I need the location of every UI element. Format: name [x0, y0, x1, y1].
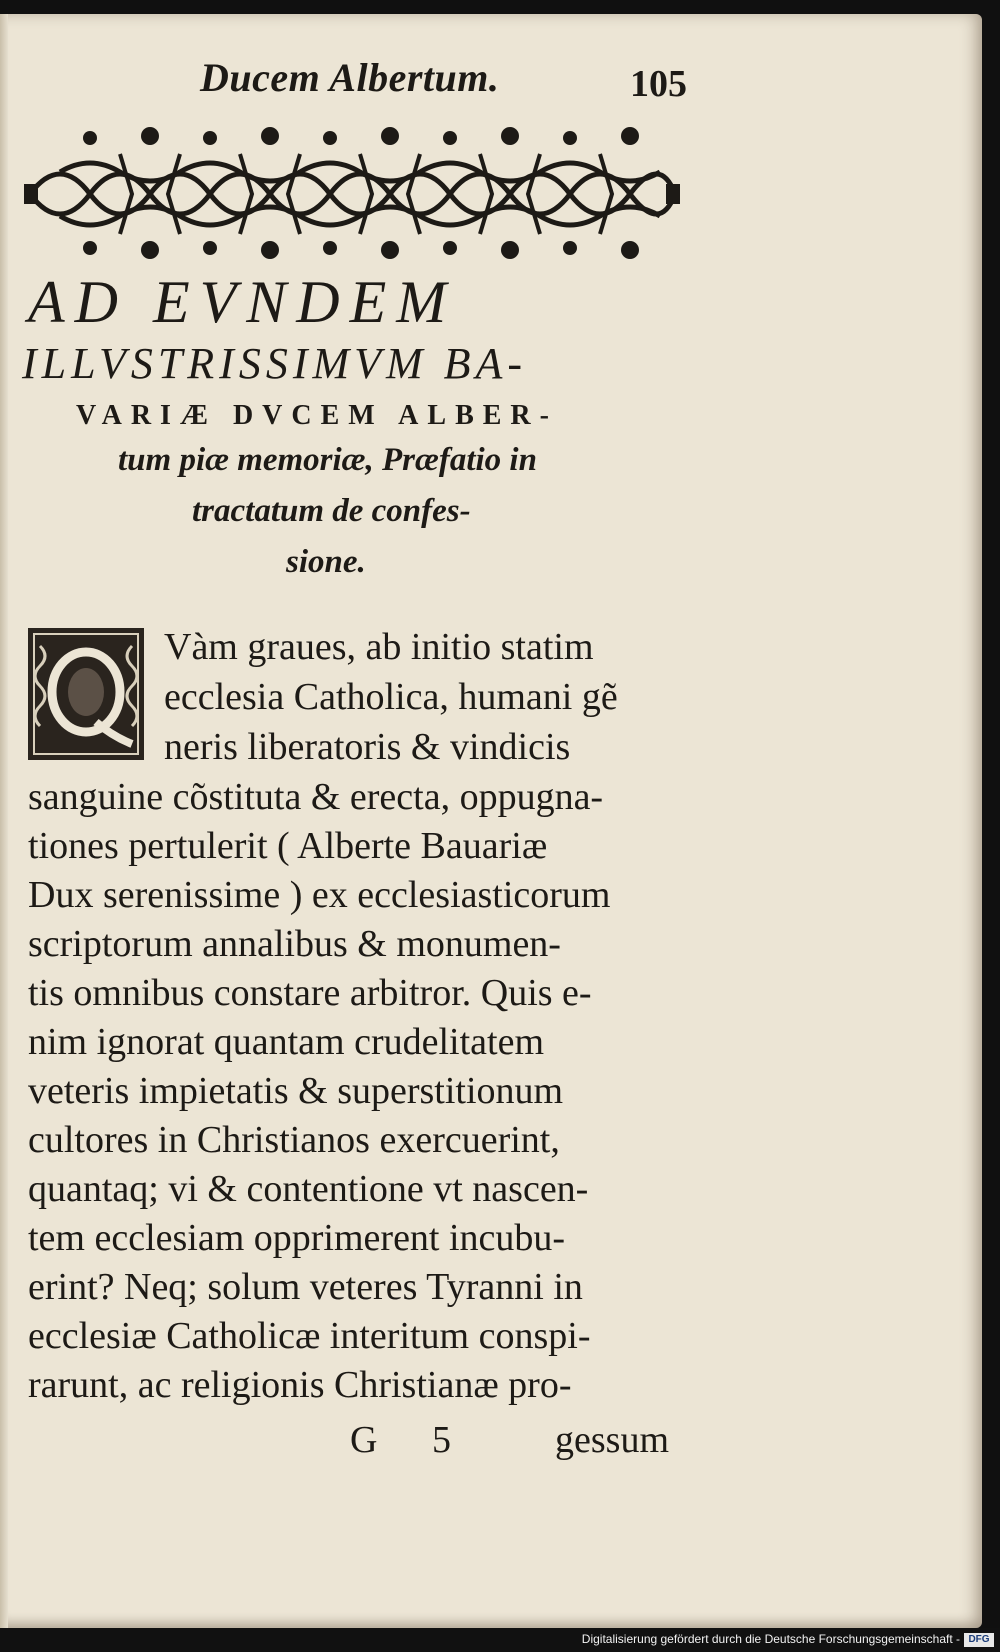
decorated-initial-q [26, 626, 146, 762]
body-line: nim ignorat quantam crudelitatem [28, 1021, 545, 1063]
heading-line-3: VARIÆ DVCEM ALBER- [76, 400, 558, 431]
body-line: ecclesia Catholica, humani gẽ [164, 676, 618, 718]
heading-line-5: tractatum de confes- [192, 493, 471, 529]
catchword: gessum [555, 1419, 669, 1461]
heading-line-2: ILLVSTRISSIMVM BA- [22, 339, 528, 388]
body-line: rarunt, ac religionis Christianæ pro- [28, 1364, 572, 1406]
body-line: tem ecclesiam opprimerent incubu- [28, 1217, 566, 1259]
body-line: erint? Neq; solum veteres Tyranni in [28, 1266, 583, 1308]
body-line: quantaq; vi & contentione vt nascen- [28, 1168, 589, 1210]
ornamental-headpiece [20, 124, 685, 262]
dfg-logo: DFG [964, 1633, 994, 1647]
page-number: 105 [630, 63, 687, 105]
body-line: neris liberatoris & vindicis [164, 726, 571, 768]
body-line: veteris impietatis & superstitionum [28, 1070, 564, 1112]
signature-mark: G [350, 1419, 378, 1461]
heading-line-6: sione. [286, 544, 366, 580]
running-title: Ducem Albertum. [200, 55, 500, 100]
body-line: Dux serenissime ) ex ecclesiasticorum [28, 874, 611, 916]
body-line: sanguine cõstituta & erecta, oppugna- [28, 776, 604, 818]
heading-line-1: AD EVNDEM [28, 269, 457, 335]
body-line: tiones pertulerit ( Alberte Bauariæ [28, 825, 548, 867]
heading-line-4: tum piæ memoriæ, Præfatio in [118, 442, 537, 478]
body-line: scriptorum annalibus & monumen- [28, 923, 561, 965]
body-line: ecclesiæ Catholicæ interitum conspi- [28, 1315, 591, 1357]
digitization-credit: Digitalisierung gefördert durch die Deutsche Forschungsgemeinschaft - [581, 1632, 960, 1646]
body-line: Vàm graues, ab initio statim [164, 626, 594, 668]
body-line: tis omnibus constare arbitror. Quis e- [28, 972, 592, 1014]
body-line: cultores in Christianos exercuerint, [28, 1119, 560, 1161]
signature-number: 5 [432, 1419, 451, 1461]
page-gutter-edge [0, 14, 8, 1628]
